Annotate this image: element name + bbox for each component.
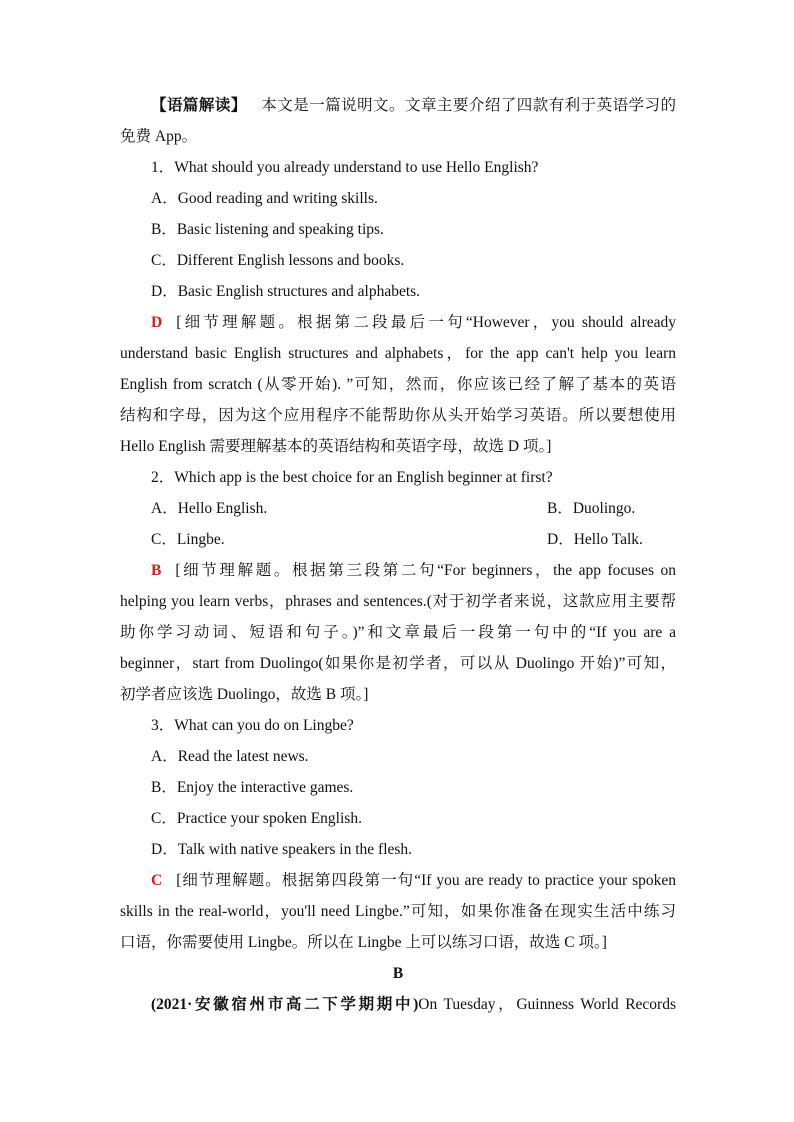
q3-explain-line-1: C [细节理解题。根据第四段第一句“If you are ready to practice your spoken <box>151 872 676 889</box>
q2-option-b: B．Duolingo. <box>547 500 636 517</box>
q2-explain-line-4: beginner，start from Duolingo(如果你是初学者，可以从 Duolingo 开始)”可知， <box>120 655 676 672</box>
q2-explain-line-2: helping you learn verbs，phrases and sentences.(对于初学者来说，这款应用主要帮 <box>120 593 676 610</box>
q1-explain-line-5: Hello English 需要理解基本的英语结构和英语字母，故选 D 项。] <box>120 438 552 455</box>
analysis-line-2: 免费 App。 <box>120 128 198 145</box>
q1-stem: 1．What should you already understand to use Hello English? <box>151 159 539 176</box>
q1-explain-line-1: D [细节理解题。根据第二段最后一句“However，you should already <box>151 314 676 331</box>
q1-explain-line-3: English from scratch (从零开始). ”可知，然而，你应该已经了解了基本的英语 <box>120 376 676 393</box>
section-heading: B <box>392 965 404 982</box>
analysis-text-1: 本文是一篇说明文。文章主要介绍了四款有利于英语学习的 <box>260 97 676 114</box>
q2-option-d: D．Hello Talk. <box>547 531 643 548</box>
section-b-first-line <box>151 994 676 1016</box>
q1-answer: D <box>151 314 163 331</box>
section-b-source: (2021·安徽宿州市高二下学期期中) <box>151 996 419 1013</box>
q3-explain-line-2: skills in the real-world，you'll need Lingbe.”可知，如果你准备在现实生活中练习 <box>120 903 676 920</box>
analysis-line-1 <box>151 95 676 117</box>
q2-option-a: A．Hello English. <box>151 500 268 517</box>
q2-explain-line-5: 初学者应该选 Duolingo，故选 B 项。] <box>120 686 369 703</box>
analysis-label: 【语篇解读】 <box>151 97 247 114</box>
q1-explain-line-4: 结构和字母，因为这个应用程序不能帮助你从头开始学习英语。所以要想使用 <box>120 407 676 424</box>
q3-stem: 3．What can you do on Lingbe? <box>151 717 354 734</box>
q2-option-c: C．Lingbe. <box>151 531 225 548</box>
q2-explain-line-1: B [细节理解题。根据第三段第二句“For beginners，the app focuses on <box>151 562 676 579</box>
q3-option-c: C．Practice your spoken English. <box>151 810 362 827</box>
q2-options-row-2 <box>151 529 676 551</box>
q3-answer: C <box>151 872 163 889</box>
section-b-text: On Tuesday，Guinness World Records <box>418 996 676 1013</box>
q2-answer: B <box>151 562 162 579</box>
q1-option-c: C．Different English lessons and books. <box>151 252 405 269</box>
q3-explain-line-3: 口语，你需要使用 Lingbe。所以在 Lingbe 上可以练习口语，故选 C 项。] <box>120 934 607 951</box>
q3-option-d: D．Talk with native speakers in the flesh. <box>151 841 413 858</box>
q3-option-a: A．Read the latest news. <box>151 748 309 765</box>
q2-stem: 2．Which app is the best choice for an English beginner at first? <box>151 469 553 486</box>
q2-options-row-1 <box>151 498 676 520</box>
q1-option-a: A．Good reading and writing skills. <box>151 190 378 207</box>
q2-explain-line-3: 助你学习动词、短语和句子。)”和文章最后一段第一句中的“If you are a <box>120 624 676 641</box>
q1-option-b: B．Basic listening and speaking tips. <box>151 221 384 238</box>
q3-option-b: B．Enjoy the interactive games. <box>151 779 354 796</box>
q1-explain-line-2: understand basic English structures and alphabets，for the app can't help you learn <box>120 345 676 362</box>
q1-option-d: D．Basic English structures and alphabets. <box>151 283 421 300</box>
